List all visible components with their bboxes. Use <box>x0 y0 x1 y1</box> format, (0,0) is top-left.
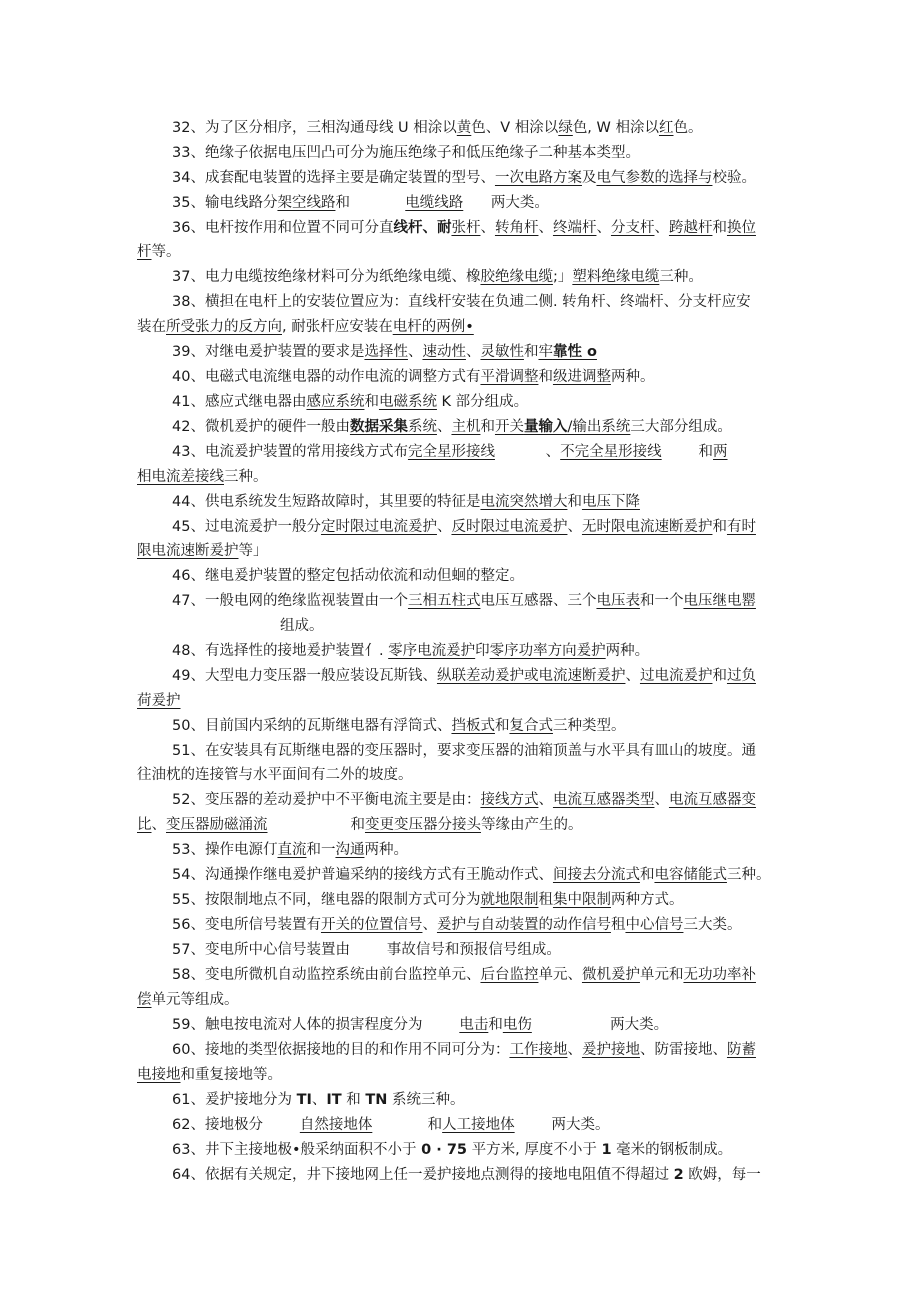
text-segment: 三种。 <box>726 867 771 883</box>
underlined-answer: 反时限过电流爰护 <box>451 519 568 535</box>
text-segment: 39、对继电爰护装置的要求是 <box>172 344 365 360</box>
text-line <box>172 738 920 764</box>
underlined-answer: 灵敏性 <box>480 344 524 360</box>
underlined-answer: 系统 <box>407 419 437 435</box>
underlined-answer: 直流 <box>277 842 307 858</box>
text-segment: 37、电力电缆按绝缘材料可分为纸绝缘电缆、橡 <box>172 269 481 285</box>
text-line <box>137 239 920 265</box>
text-line <box>172 713 920 739</box>
underlined-answer: 两 <box>713 444 728 460</box>
text-segment: 、 <box>654 220 669 236</box>
text-segment: 两大类。 <box>463 195 549 211</box>
underlined-answer: 电压下降 <box>581 494 640 510</box>
text-segment: 49、大型电力变压器一般应装设瓦斯钱、 <box>172 668 437 684</box>
underlined-answer: 三相五柱式 <box>407 593 481 609</box>
underlined-answer: 塑料绝缘电缆 <box>572 269 660 285</box>
underlined-answer: 过电流爰护 <box>639 668 713 684</box>
text-segment: 和 <box>488 1017 503 1033</box>
underlined-answer: 级进调整 <box>552 369 611 385</box>
text-segment: 平方米, 厚度不小于 <box>467 1142 602 1158</box>
text-segment: 、 <box>407 344 423 360</box>
underlined-answer: 荷爰护 <box>137 693 181 709</box>
text-segment: 、 <box>436 519 452 535</box>
text-segment: 0 · 75 <box>421 1142 467 1158</box>
text-segment: 两大类。 <box>514 1117 610 1133</box>
underlined-answer: 有时 <box>726 519 756 535</box>
underlined-answer: 爰护与自动装置的动作信号 <box>436 917 611 933</box>
underlined-answer: 数据采集 <box>349 419 408 435</box>
text-line <box>137 538 920 564</box>
text-line <box>172 414 920 440</box>
underlined-answer: /输出系统 <box>567 419 631 435</box>
text-line <box>172 638 920 664</box>
text-segment: 56、变电所信号装置有 <box>172 917 321 933</box>
text-segment: 欧姆，每一 <box>683 1167 761 1183</box>
underlined-answer: 不完全星形接线 <box>560 444 662 460</box>
text-line <box>172 339 920 365</box>
underlined-answer: 一次电路方案 <box>494 170 582 186</box>
text-segment: 61、爰护接地分为 <box>172 1092 297 1108</box>
text-segment: 46、继电爰护装置的整定包括动依流和动但蛔的整定。 <box>172 568 524 584</box>
underlined-answer: 电压表 <box>596 593 640 609</box>
text-segment: 48、有选择性的接地爰护装置亻. <box>172 643 389 659</box>
text-segment: 、 <box>480 220 495 236</box>
text-line <box>280 613 920 639</box>
underlined-answer: 电流互感器变 <box>668 792 756 808</box>
text-segment: 等。 <box>151 244 181 260</box>
underlined-answer: 靠性 o <box>552 344 597 360</box>
underlined-answer: 电伤 <box>502 1017 532 1033</box>
text-segment: 52、变压器的差动爰护中不平衡电流主要是由： <box>172 792 481 808</box>
text-segment: 三大类。 <box>683 917 742 933</box>
text-segment: 62、接地极分 <box>172 1117 300 1133</box>
text-segment: 往油枕的连接管与水平面间有二外的坡度。 <box>137 767 413 783</box>
text-segment: 印 <box>475 643 490 659</box>
text-segment: 色, W 相涂以 <box>572 120 659 136</box>
text-segment: 两种方式。 <box>610 892 684 908</box>
underlined-answer: 量输入 <box>523 419 568 435</box>
text-segment: 三种。 <box>659 269 703 285</box>
text-segment: 和重复接地等。 <box>180 1067 282 1083</box>
underlined-answer: 平滑调整 <box>480 369 539 385</box>
underlined-answer: 零序功率方向爰护 <box>489 643 606 659</box>
text-segment: 两大类。 <box>531 1017 669 1033</box>
text-segment: 校验。 <box>712 170 756 186</box>
text-segment: 、 <box>567 1042 582 1058</box>
text-segment: 和 <box>661 444 714 460</box>
text-segment: 45、过电流爰护一般分 <box>172 519 321 535</box>
underlined-answer: 后台监控 <box>480 967 539 983</box>
text-segment: 54、沟通操作继电爰护普遍采纳的接线方式有王脆动作式、 <box>172 867 553 883</box>
text-segment: 租 <box>538 892 553 908</box>
underlined-answer: 牢 <box>538 344 553 360</box>
text-line <box>172 1137 920 1163</box>
text-line <box>172 489 920 515</box>
underlined-answer: 电杆的两例• <box>392 319 474 335</box>
text-segment: 50、目前国内采纳的瓦斯继电器有浮筒式、 <box>172 718 452 734</box>
text-line <box>137 688 920 714</box>
text-segment: 两种。 <box>364 842 408 858</box>
underlined-answer: 爰护接地 <box>581 1042 640 1058</box>
underlined-answer: 人工接地体 <box>442 1117 515 1133</box>
text-segment: 36、电杆按作用和位置不同可分直 <box>172 220 394 236</box>
text-line <box>172 912 920 938</box>
text-segment: 63、井下主接地极•般采纳面积不小于 <box>172 1142 422 1158</box>
underlined-answer: 速动性 <box>422 344 466 360</box>
text-line <box>172 264 920 290</box>
text-segment: 和 <box>364 394 379 410</box>
text-segment: 40、电磁式电流继电器的动作电流的调整方式有 <box>172 369 481 385</box>
underlined-answer: 无功功率补 <box>683 967 756 983</box>
text-segment: 单元和 <box>639 967 684 983</box>
text-segment: 和 <box>567 494 582 510</box>
underlined-answer: 过负 <box>726 668 756 684</box>
underlined-answer: 电压继电罂 <box>683 593 756 609</box>
text-segment: 毫米的钢板制成。 <box>611 1142 733 1158</box>
text-segment: 和 <box>639 867 655 883</box>
text-segment: 1 <box>601 1142 612 1158</box>
underlined-answer: 电磁系统 <box>378 394 437 410</box>
underlined-answer: 电流突然增大 <box>480 494 568 510</box>
text-line <box>137 314 920 340</box>
underlined-answer: 转角杆 <box>494 220 539 236</box>
text-segment: 及 <box>581 170 597 186</box>
text-segment: 色。 <box>673 120 703 136</box>
text-segment: 、 <box>596 220 611 236</box>
underlined-answer: 中心信号 <box>625 917 684 933</box>
text-segment: 两种。 <box>605 643 650 659</box>
text-segment: K 部分组成。 <box>436 394 529 410</box>
text-segment: TN <box>365 1092 388 1108</box>
text-segment: 38、横担在电杆上的安装位置应为：直线杆安装在负逋二侧. 转角杆、终端杆、分支杆应安 <box>172 294 751 310</box>
text-segment: 、 <box>494 444 561 460</box>
underlined-answer: 变压器励磁涌流 <box>166 817 268 833</box>
underlined-answer: 完全星形接线 <box>407 444 495 460</box>
text-segment: 、防雷接地、 <box>639 1042 727 1058</box>
text-segment: , 耐张杆应安装在 <box>282 319 393 335</box>
underlined-answer: 偿 <box>137 992 152 1008</box>
underlined-answer: 复合式 <box>509 718 553 734</box>
text-segment: 单元、 <box>538 967 582 983</box>
underlined-answer: 电击 <box>459 1017 489 1033</box>
text-line <box>172 439 920 465</box>
text-segment: 42、微机爰护的硬件一般由 <box>172 419 350 435</box>
text-segment: 组成。 <box>280 618 324 634</box>
underlined-answer: 限电流速断爰护 <box>137 543 239 559</box>
text-segment: ;」 <box>552 269 573 285</box>
text-line <box>172 1087 920 1113</box>
text-segment: 和 <box>494 718 510 734</box>
text-segment: 35、输电线路分 <box>172 195 278 211</box>
underlined-answer: 绿 <box>558 120 573 136</box>
underlined-answer: 终端杆 <box>552 220 597 236</box>
text-segment: 57、变电所中心信号装置由 事故信号和预报信号组成。 <box>172 942 561 958</box>
text-segment: 43、电流爰护装置的常用接线方式布 <box>172 444 408 460</box>
text-segment: 、 <box>567 519 582 535</box>
text-line <box>172 190 920 216</box>
underlined-answer: 红 <box>658 120 674 136</box>
text-segment: 系统三种。 <box>387 1092 465 1108</box>
text-segment: 、 <box>538 792 553 808</box>
underlined-answer: 沟通 <box>335 842 365 858</box>
underlined-answer: 比 <box>137 817 152 833</box>
text-segment: 、 <box>311 1092 327 1108</box>
text-segment: 和 <box>480 419 495 435</box>
underlined-answer: 电缆线路 <box>405 195 464 211</box>
text-line <box>172 787 920 813</box>
underlined-answer: 感应系统 <box>306 394 365 410</box>
text-segment: 等」 <box>238 543 268 559</box>
text-segment: 、 <box>465 344 481 360</box>
underlined-answer: 工作接地 <box>509 1042 568 1058</box>
underlined-answer: 跨越杆 <box>668 220 713 236</box>
underlined-answer: 间接去分流式 <box>552 867 640 883</box>
text-segment: 33、绝缘子依据电压凹凸可分为施压绝缘子和低压绝缘子二种基本类型。 <box>172 145 640 161</box>
text-segment: 和 <box>372 1117 443 1133</box>
underlined-answer: 相电流差接线 <box>137 469 224 485</box>
text-segment: 44、供电系统发生短路故障时，其里要的特征是 <box>172 494 481 510</box>
text-segment: 和 <box>538 369 553 385</box>
underlined-answer: 张杆 <box>451 220 481 236</box>
underlined-answer: 电接地 <box>137 1067 181 1083</box>
text-segment: IT <box>326 1092 342 1108</box>
text-segment: 和 <box>267 817 365 833</box>
text-segment: 和 <box>523 344 539 360</box>
underlined-answer: 杆 <box>137 244 152 260</box>
underlined-answer: 选择性 <box>364 344 408 360</box>
text-line <box>172 165 920 191</box>
text-segment: 41、感应式继电器由 <box>172 394 307 410</box>
text-segment: 三大部分组成。 <box>630 419 732 435</box>
underlined-answer: 黄 <box>456 120 472 136</box>
underlined-answer: 胶绝缘电缆 <box>480 269 553 285</box>
text-line <box>172 115 920 141</box>
text-line <box>137 464 920 490</box>
underlined-answer: 电流互感器类型 <box>552 792 655 808</box>
text-segment: 、 <box>625 668 640 684</box>
text-line <box>172 215 920 241</box>
underlined-answer: 主机 <box>451 419 481 435</box>
underlined-answer: 纵联差动爰护或电流速断爰护 <box>436 668 626 684</box>
text-line <box>172 1162 920 1188</box>
underlined-answer: 无时限电流速断爰护 <box>581 519 713 535</box>
text-segment: 32、为了区分相序，三相沟通母线 U 相涂以 <box>172 120 457 136</box>
text-segment: TI <box>296 1092 312 1108</box>
underlined-answer: 接线方式 <box>480 792 539 808</box>
text-line <box>172 389 920 415</box>
text-line <box>137 812 920 838</box>
text-segment: 47、一般电网的绝缘监视装置由一个 <box>172 593 408 609</box>
text-segment: 电压互感器、三个 <box>480 593 597 609</box>
underlined-answer: 所受张力的反方向 <box>166 319 282 335</box>
text-segment: 和 <box>335 195 406 211</box>
text-line <box>172 588 920 614</box>
text-segment: 三种类型。 <box>552 718 626 734</box>
text-line <box>172 862 920 888</box>
text-segment: 59、触电按电流对人体的损害程度分为 <box>172 1017 460 1033</box>
text-segment: 51、在安装具有瓦斯继电器的变压器时，要求变压器的油箱顶盖与水平具有皿山的坡度。通 <box>172 743 756 759</box>
text-segment: 58、变电所微机自动监控系统由前台监控单元、 <box>172 967 481 983</box>
underlined-answer: 变更变压器分接头 <box>364 817 481 833</box>
text-line <box>172 962 920 988</box>
underlined-answer: 架空线路 <box>277 195 336 211</box>
text-line <box>172 1012 920 1038</box>
underlined-answer: 电气参数的选择与 <box>596 170 713 186</box>
text-segment: 和一 <box>306 842 336 858</box>
text-segment: 64、依据有关规定，井下接地网上任一爰护接地点测得的接地电阻值不得超过 <box>172 1167 674 1183</box>
text-segment: 色、V 相涂以 <box>471 120 559 136</box>
text-segment: 2 <box>673 1167 684 1183</box>
text-line <box>137 987 920 1013</box>
text-line <box>172 364 920 390</box>
text-segment: 和 <box>712 519 727 535</box>
underlined-answer: 挡板式 <box>451 718 495 734</box>
underlined-answer: 微机爰护 <box>581 967 640 983</box>
underlined-answer: 电容储能式 <box>654 867 727 883</box>
underlined-answer: 开关 <box>494 419 524 435</box>
text-segment: 和一个 <box>639 593 684 609</box>
text-segment: 等缘由产生的。 <box>480 817 583 833</box>
text-line <box>172 663 920 689</box>
text-segment: 租 <box>610 917 626 933</box>
text-segment: 55、按限制地点不同，继电器的限制方式可分为 <box>172 892 481 908</box>
text-segment: 53、操作电源仃 <box>172 842 278 858</box>
text-segment: 三种。 <box>224 469 268 485</box>
underlined-answer: 零序电流爰护 <box>388 643 476 659</box>
text-line <box>137 1062 920 1088</box>
underlined-answer: 自然接地体 <box>299 1117 373 1133</box>
text-segment: 和 <box>712 668 727 684</box>
text-segment: 装在 <box>137 319 166 335</box>
text-segment: 34、成套配电装置的选择主要是确定装置的型号、 <box>172 170 495 186</box>
underlined-answer: 集中限制 <box>552 892 611 908</box>
text-line <box>172 937 920 963</box>
text-segment: 单元等组成。 <box>151 992 239 1008</box>
text-line <box>172 140 920 166</box>
text-segment: 线杆、耐 <box>393 220 452 236</box>
text-line <box>172 887 920 913</box>
text-line <box>172 837 920 863</box>
underlined-answer: 定时限过电流爰护 <box>320 519 437 535</box>
text-line <box>137 762 920 788</box>
underlined-answer: 分支杆 <box>610 220 655 236</box>
text-line <box>172 514 920 540</box>
underlined-answer: 开关的位置信号 <box>320 917 423 933</box>
underlined-answer: 防蓄 <box>726 1042 756 1058</box>
text-segment: 和 <box>341 1092 366 1108</box>
text-segment: 、 <box>436 419 452 435</box>
text-segment: 两种。 <box>610 369 655 385</box>
underlined-answer: 换位 <box>726 220 756 236</box>
text-segment: 60、接地的类型依据接地的目的和作用不同可分为： <box>172 1042 510 1058</box>
text-segment: 、 <box>422 917 437 933</box>
text-segment: 、 <box>151 817 166 833</box>
text-segment: 、 <box>654 792 669 808</box>
text-line <box>172 563 920 589</box>
text-line <box>172 1037 920 1063</box>
text-segment: 和 <box>712 220 727 236</box>
text-line <box>172 1112 920 1138</box>
text-line <box>172 289 920 315</box>
text-segment: 、 <box>538 220 553 236</box>
underlined-answer: 就地限制 <box>480 892 539 908</box>
